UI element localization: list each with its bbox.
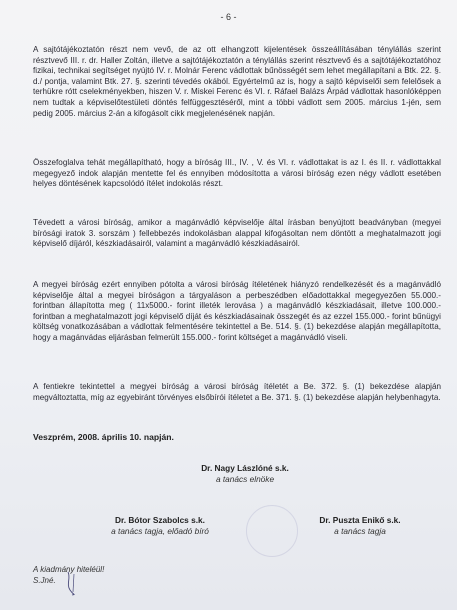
date-line: Veszprém, 2008. április 10. napján. — [33, 432, 174, 442]
page-number: - 6 - — [220, 12, 237, 22]
signature-left-role: a tanács tagja, előadó bíró — [111, 526, 209, 536]
signature-left-name: Dr. Bótor Szabolcs s.k. — [115, 515, 205, 525]
paragraph-3: Tévedett a városi bíróság, amikor a magánvádló képviselője által írásban benyújtott beadványban (megyei bírósági iratok 3. sorszám ) fellebbezés indokolásban alappal kifogásoltan nem döntött a meghatalmazott jogi képviselő díjáról, készkiadásairól, valamint a magánvádló készkiadásairól. — [33, 218, 441, 249]
paragraph-1: A sajtótájékoztatón részt nem vevő, de az ott elhangzott kijelentések összeállításában ténylállás szerint résztvevő III. r. dr. Haller Zoltán, illetve a sajtótájékoztatón a ténylállás szerint résztvevő és a sajtótájékoztatóhoz fizikai, technikai segítséget nyújtó IV. r. Molnár Ferenc vádlottak bűnösségét sem lehet megállapítani a Btk. 22. §. d./ pontja, valamint Btk. 27. §. szerinti tévedés okából. Egyértelmű az is, hogy a sajtó képviselői sem felelősek a terhükre rótt cselekményekben, hiszen V. r. Miskei Ferenc és VI. r. Ráfael Balázs Árpád vádlottak hasonlóképpen nem tudtak a képviselőtestületi döntés felfüggesztéséről, mint a többi vádlott sem 2005. március 1-jén, sem pedig 2005. március 2-án a kifogásolt cikk megjelenésének napján. — [33, 45, 441, 118]
signature-left — [80, 515, 240, 537]
signature-right — [295, 515, 425, 537]
seal-stamp — [246, 505, 298, 557]
signature-right-name: Dr. Puszta Enikő s.k. — [319, 515, 401, 525]
certification-line-1: A kiadmány hiteléül! — [33, 565, 105, 574]
paragraph-2: Összefoglalva tehát megállapítható, hogy a bíróság III., IV. , V. és VI. r. vádlottakat is az I. és II. r. vádlottakkal megegyező indok alapján mentette fel és ennyiben módosította a városi bíróság ezen négy vádlott esetében helyes döntésének kapcsolódó ítélet indokolás részt. — [33, 158, 441, 189]
signature-chair-role: a tanács elnöke — [215, 474, 275, 484]
paragraph-5: A fentiekre tekintettel a megyei bíróság a városi bíróság ítéletét a Be. 372. §. (1) bekezdése alapján megváltoztatta, míg az egyebiránt törvényes elsőbírói ítéletet a Be. 371. §. (1) bekezdése alapján helybenhagyta. — [33, 382, 441, 402]
signature-chair-name: Dr. Nagy Lászlóné s.k. — [201, 463, 289, 473]
certification-initials: S.Jné. — [33, 576, 56, 585]
handwritten-signature-icon — [62, 570, 84, 596]
paragraph-4: A megyei bíróság ezért ennyiben pótolta a városi bíróság ítéletének hiányzó rendelkezését és a magánvádló képviselője által a megyei bíróságon a tárgyaláson a perbeszédben előadottakkal megegyezően 55.000.-forintban állapította meg ( 11x5000.- forint illeték lerovása ) a magánvádló készkiadásait, illetve 100.000.- forintban a meghatalmazott jogi képviselő díját és készkiadásainak összegét és az ezzel 155.000.- forint bűnügyi költség vonatkozásában a vádlottak felmentésére tekintettel a Be. 514. §. (1) bekezdése alapján megállapította, hogy a magánvádas eljárásban felmerült 155.000.- forint költséget a magánvádló viseli. — [33, 280, 441, 342]
signature-chair — [170, 463, 320, 485]
signature-right-role: a tanács tagja — [334, 526, 386, 536]
